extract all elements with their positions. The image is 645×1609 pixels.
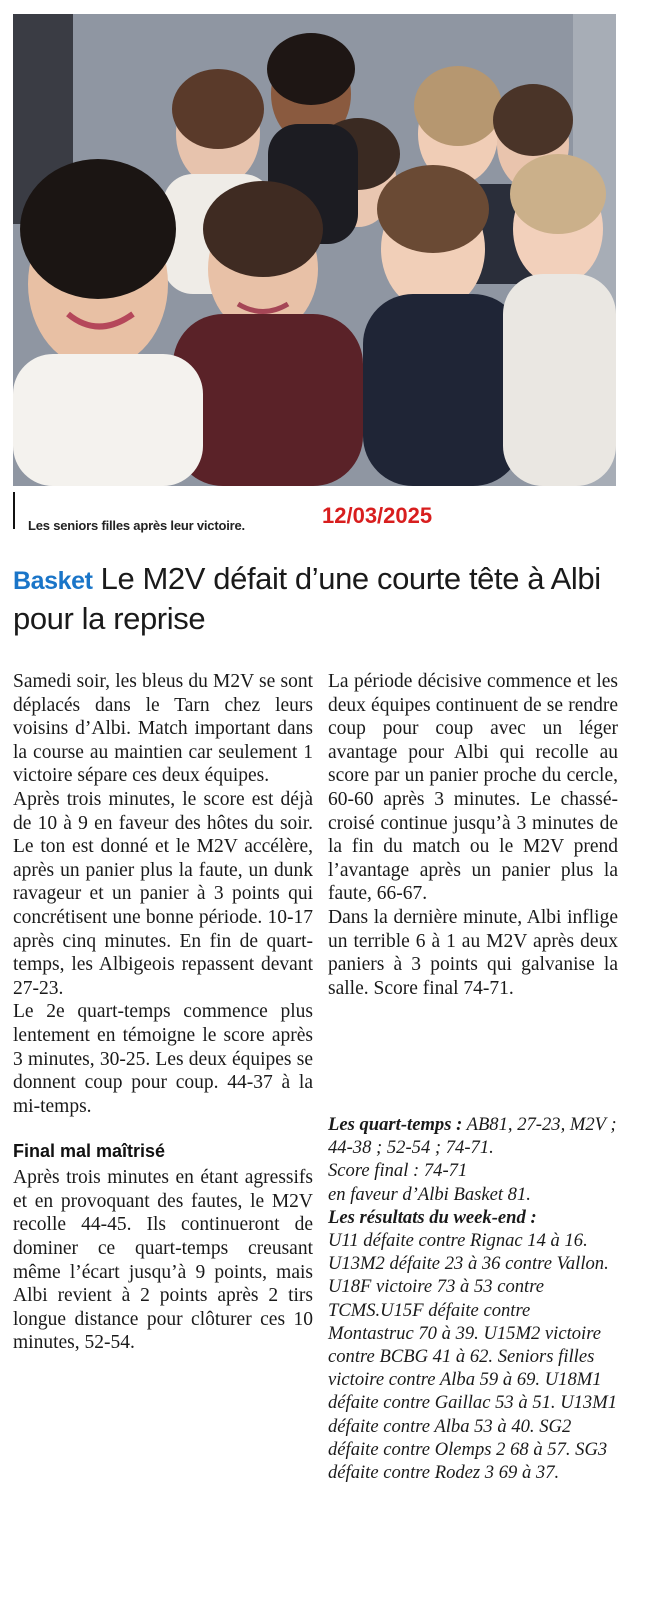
section-subhead: Final mal maîtrisé: [13, 1141, 166, 1162]
paragraph: Dans la dernière minute, Albi inflige un terrible 6 à 1 au M2V après deux paniers à 3 points qui galvanise la salle. Score final 74-71.: [328, 906, 618, 999]
final-score-detail: en faveur d’Albi Basket 81.: [328, 1183, 531, 1205]
article-headline: [13, 560, 623, 638]
results-block: [328, 1113, 618, 1484]
weekend-results-label: [328, 1206, 618, 1229]
weekend-label: Les résultats du week-end :: [328, 1206, 537, 1228]
article-column-right: [328, 670, 618, 1000]
paragraph: La période décisive commence et les deux équipes continuent de se rendre coup pour coup avec un léger avantage pour Albi qui recolle au score par un panier proche du cercle, 60-60 après 3 minutes. Le chassé-croisé continue jusqu’à 3 minutes de la fin du match ou le M2V prend l’avantage après un panier plus la faute, 66-67.: [328, 671, 618, 905]
date-stamp: 12/03/2025: [322, 503, 433, 528]
quarters-text: AB81, 27-23, M2V ; 44-38 ; 52-54 ; 74-71.: [328, 1114, 617, 1159]
paragraph: Samedi soir, les bleus du M2V se sont déplacés dans le Tarn chez leurs voisins d’Albi. Match important dans la course au maintien car seulement 1 victoire sépare ces deux équipes.: [13, 671, 313, 787]
caption-rule: [13, 492, 15, 529]
article-column-left: [13, 670, 313, 1355]
final-score-line: Score final : 74-71: [328, 1160, 468, 1182]
paragraph: Après trois minutes, le score est déjà de 10 à 9 en faveur des hôtes du soir. Le ton est donné et le M2V accélère, après un panier plus la faute, un dunk ravageur et un panier à 3 points qui concrétisent une bonne période. 10-17 après cinq minutes. En fin de quart-temps, les Albigeois repassent devant 27-23.: [13, 788, 313, 999]
headline-title: Le M2V défait d’une courte tête à Albi pour la reprise: [13, 561, 601, 636]
quarters-label: Les quart-temps :: [328, 1114, 463, 1135]
paragraph: Le 2e quart-temps commence plus lentement en témoigne le score après 3 minutes, 30-25. Les deux équipes se donnent coup pour coup. 44-37 à la mi-temps.: [13, 1001, 313, 1117]
team-photo-illustration: [13, 14, 616, 486]
quarters-line: [328, 1113, 618, 1159]
paragraph: Après trois minutes en étant agressifs et en provoquant des fautes, le M2V recolle 44-45. Ils continueront de dominer ce quart-temps creusant même l’écart jusqu’à 9 points, mais Albi revient à 2 points après 2 tirs longue distance pour clôturer ces 10 minutes, 52-54.: [13, 1167, 313, 1354]
rubric-label: Basket: [13, 567, 93, 595]
photo-caption: Les seniors filles après leur victoire.: [28, 518, 245, 533]
team-photo: [13, 14, 616, 486]
weekend-results-text: U11 défaite contre Rignac 14 à 16. U13M2 défaite 23 à 36 contre Vallon. U18F victoire 73 à 53 contre TCMS.U15F défaite contre Montastruc 70 à 39. U15M2 victoire contre BCBG 41 à 62. Seniors filles victoire contre Alba 59 à 69. U18M1 défaite contre Gaillac 53 à 51. U13M1 défaite contre Alba 53 à 40. SG2 défaite contre Olemps 2 68 à 57. SG3 défaite contre Rodez 3 69 à 37.: [328, 1230, 618, 1484]
